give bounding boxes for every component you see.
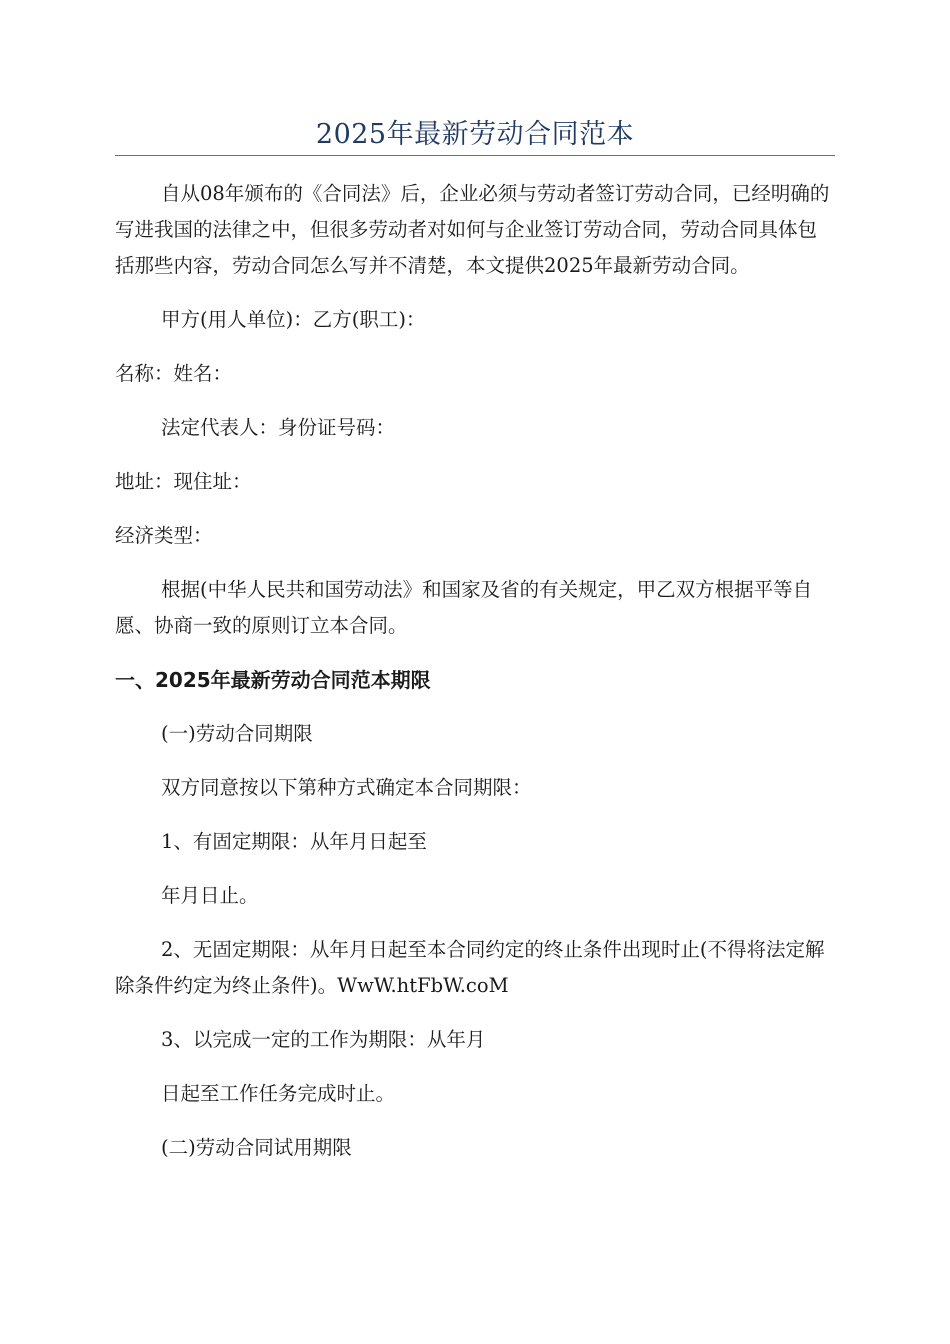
agree-line: 双方同意按以下第种方式确定本合同期限： — [161, 776, 532, 799]
parties-line: 甲方(用人单位)：乙方(职工)： — [161, 308, 426, 331]
basis-paragraph: 根据(中华人民共和国劳动法》和国家及省的有关规定，甲乙双方根据平等自愿、协商一致的原则订立本合同。 — [115, 578, 813, 637]
legal-rep-line: 法定代表人：身份证号码： — [161, 416, 396, 439]
item-open-term: 2、无固定期限：从年月日起至本合同约定的终止条件出现时止(不得将法定解除条件约定为终止条件)。WwW.htFbW.coM — [115, 938, 825, 997]
subsection-term: (一)劳动合同期限 — [161, 722, 313, 745]
section-heading: 一、2025年最新劳动合同范本期限 — [115, 668, 431, 692]
economic-type-line: 经济类型： — [115, 524, 213, 547]
document-title: 2025年最新劳动合同范本 — [115, 112, 835, 156]
address-line: 地址：现住址： — [115, 470, 252, 493]
item-fixed-term: 1、有固定期限：从年月日起至 — [161, 830, 427, 853]
item-task-term: 3、以完成一定的工作为期限：从年月 — [161, 1028, 486, 1051]
item-task-term-cont: 日起至工作任务完成时止。 — [161, 1082, 396, 1105]
name-line: 名称：姓名： — [115, 362, 233, 385]
intro-paragraph: 自从08年颁布的《合同法》后，企业必须与劳动者签订劳动合同，已经明确的写进我国的法律之中，但很多劳动者对如何与企业签订劳动合同，劳动合同具体包括那些内容，劳动合同怎么写并不清楚，本文提供2025年最新劳动合同。 — [115, 182, 830, 277]
document-page — [115, 112, 835, 1166]
item-fixed-term-cont: 年月日止。 — [161, 884, 259, 907]
subsection-probation: (二)劳动合同试用期限 — [161, 1136, 352, 1159]
